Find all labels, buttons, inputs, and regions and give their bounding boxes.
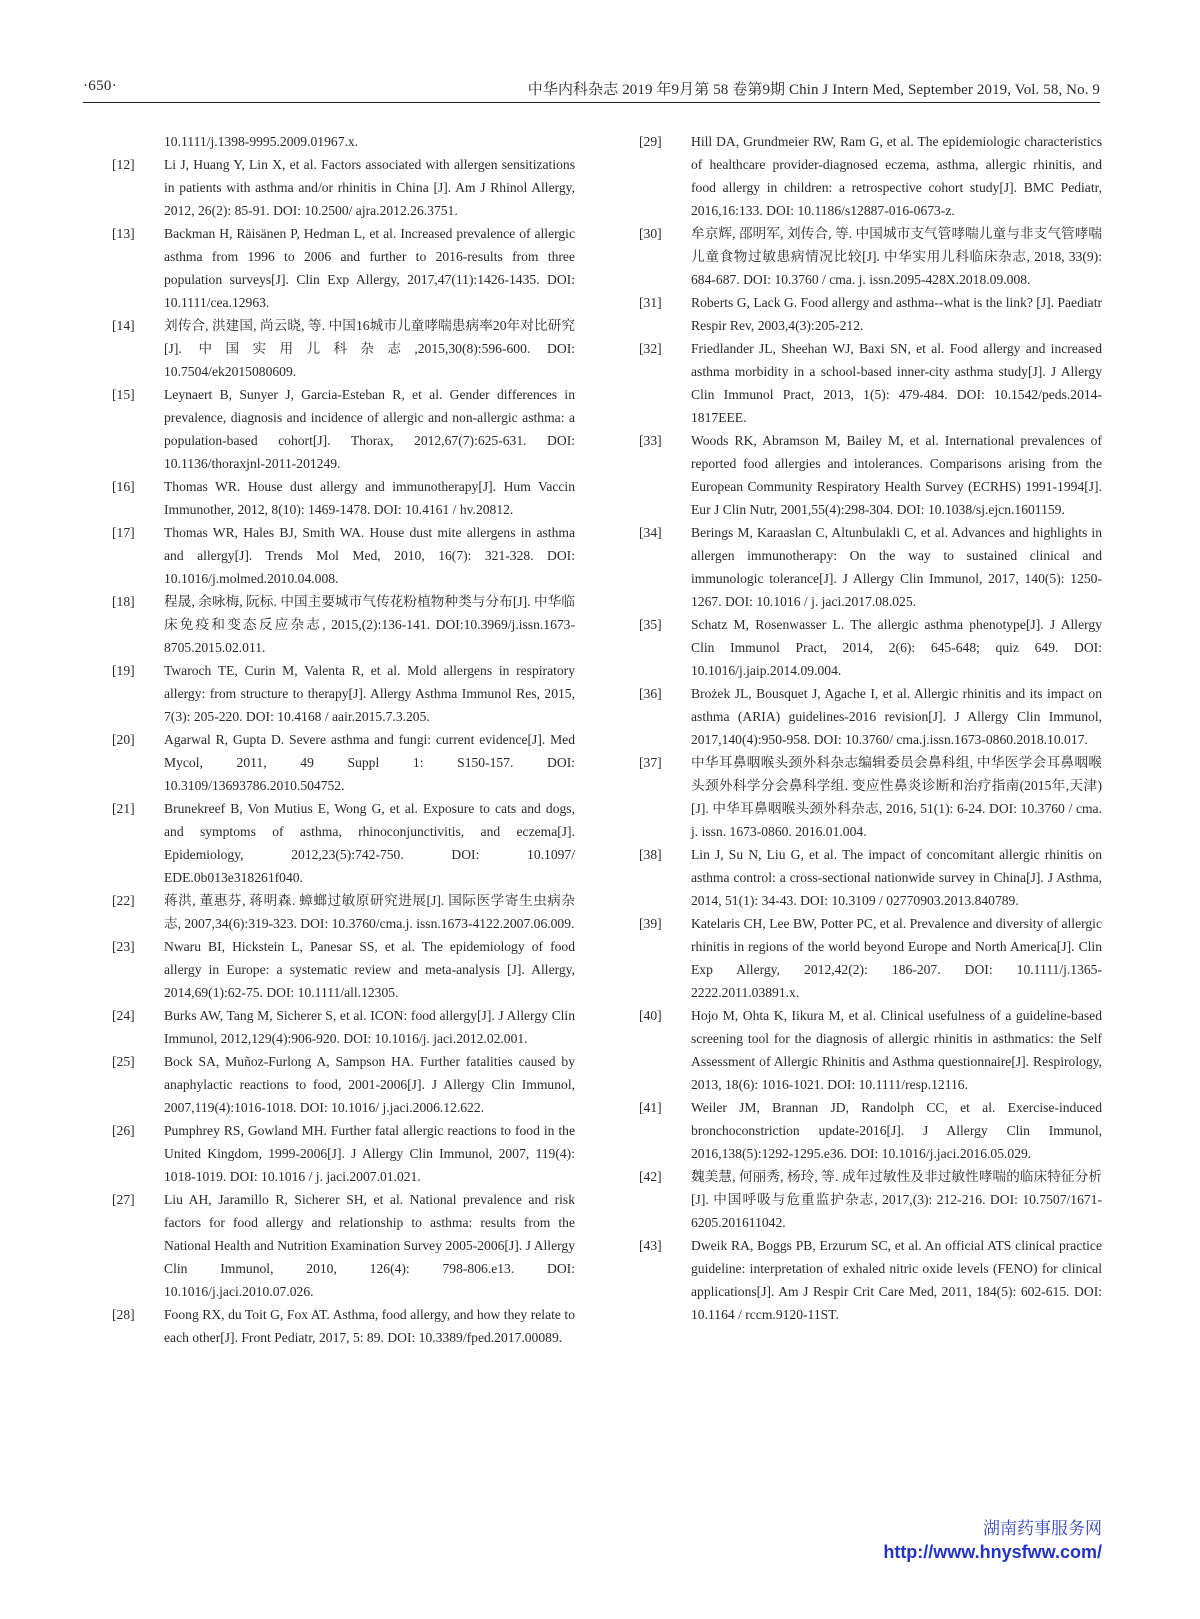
- reference-text: Dweik RA, Boggs PB, Erzurum SC, et al. An official ATS clinical practice guideline: interpretation of exhaled nitric oxide levels (FENO) for clinical applications[J]. Am J Respir Crit Care Med, 2011, 184(5): 602-615. DOI: 10.1164 / rccm.9120-11ST.: [691, 1238, 1102, 1322]
- reference-number: [18]: [112, 594, 135, 609]
- reference-item: [639, 912, 1102, 1004]
- reference-text: Pumphrey RS, Gowland MH. Further fatal allergic reactions to food in the United Kingdom, 1999-2006[J]. J Allergy Clin Immunol, 2007, 119(4): 1018-1019. DOI: 10.1016 / j. jaci.2007.01.021.: [164, 1123, 575, 1184]
- reference-item: [112, 314, 575, 383]
- reference-text: Nwaru BI, Hickstein L, Panesar SS, et al. The epidemiology of food allergy in Europe: a systematic review and meta-analysis [J]. Allergy, 2014,69(1):62-75. DOI: 10.1111/all.12305.: [164, 939, 575, 1000]
- reference-number: [25]: [112, 1054, 135, 1069]
- reference-number: [14]: [112, 318, 135, 333]
- reference-text: Bock SA, Muñoz-Furlong A, Sampson HA. Further fatalities caused by anaphylactic reactions to food, 2001-2006[J]. J Allergy Clin Immunol, 2007,119(4):1016-1018. DOI: 10.1016/ j.jaci.2006.12.622.: [164, 1054, 575, 1115]
- page-number: ·650·: [83, 78, 117, 94]
- reference-number: [39]: [639, 916, 662, 931]
- reference-number: [27]: [112, 1192, 135, 1207]
- reference-number: [40]: [639, 1008, 662, 1023]
- reference-text: Agarwal R, Gupta D. Severe asthma and fungi: current evidence[J]. Med Mycol, 2011, 49 Suppl 1: S150-157. DOI: 10.3109/13693786.2010.504752.: [164, 732, 575, 793]
- reference-text: 刘传合, 洪建国, 尚云晓, 等. 中国16城市儿童哮喘患病率20年对比研究[J]. 中国实用儿科杂志,2015,30(8):596-600. DOI: 10.7504/ek2015080609.: [164, 318, 575, 379]
- reference-item: [639, 613, 1102, 682]
- watermark-url-link[interactable]: http://www.hnysfww.com/: [883, 1542, 1102, 1562]
- reference-item: [112, 1004, 575, 1050]
- reference-number: [29]: [639, 134, 662, 149]
- reference-text: 程晟, 余咏梅, 阮标. 中国主要城市气传花粉植物种类与分布[J]. 中华临床免疫和变态反应杂志, 2015,(2):136-141. DOI:10.3969/j.issn.1673-8705.2015.02.011.: [164, 594, 575, 655]
- reference-item: [112, 590, 575, 659]
- reference-item: [639, 1165, 1102, 1234]
- header-divider: [83, 102, 1100, 103]
- reference-text: Lin J, Su N, Liu G, et al. The impact of concomitant allergic rhinitis on asthma control: a cross-sectional nationwide survey in China[J]. J Asthma, 2014, 51(1): 34-43. DOI: 10.3109 / 02770903.2013.840789.: [691, 847, 1102, 908]
- reference-item: [112, 222, 575, 314]
- reference-item: [112, 521, 575, 590]
- reference-item: [639, 1234, 1102, 1326]
- reference-number: [43]: [639, 1238, 662, 1253]
- reference-item: [112, 1119, 575, 1188]
- reference-text: Liu AH, Jaramillo R, Sicherer SH, et al. National prevalence and risk factors for food allergy and relationship to asthma: results from the National Health and Nutrition Examination Survey 2005-2006[J]. J Allergy Clin Immunol, 2010, 126(4): 798-806.e13. DOI: 10.1016/j.jaci.2010.07.026.: [164, 1192, 575, 1299]
- reference-text: Burks AW, Tang M, Sicherer S, et al. ICON: food allergy[J]. J Allergy Clin Immunol, 2012,129(4):906-920. DOI: 10.1016/j. jaci.2012.02.001.: [164, 1008, 575, 1046]
- reference-number: [24]: [112, 1008, 135, 1023]
- reference-item: [112, 153, 575, 222]
- reference-text: Li J, Huang Y, Lin X, et al. Factors associated with allergen sensitizations in patients with asthma and/or rhinitis in China [J]. Am J Rhinol Allergy, 2012, 26(2): 85-91. DOI: 10.2500/ ajra.2012.26.3751.: [164, 157, 575, 218]
- reference-number: [35]: [639, 617, 662, 632]
- reference-text: 魏美慧, 何丽秀, 杨玲, 等. 成年过敏性及非过敏性哮喘的临床特征分析[J]. 中国呼吸与危重监护杂志, 2017,(3): 212-216. DOI: 10.7507/1671-6205.201611042.: [691, 1169, 1102, 1230]
- reference-list-right: [639, 130, 1102, 1326]
- reference-item: [639, 1096, 1102, 1165]
- reference-number: [23]: [112, 939, 135, 954]
- reference-number: [19]: [112, 663, 135, 678]
- reference-item: [639, 130, 1102, 222]
- reference-text: Thomas WR. House dust allergy and immunotherapy[J]. Hum Vaccin Immunother, 2012, 8(10): 1469-1478. DOI: 10.4161 / hv.20812.: [164, 479, 575, 517]
- reference-item: [639, 429, 1102, 521]
- reference-item: [112, 797, 575, 889]
- reference-text: Katelaris CH, Lee BW, Potter PC, et al. Prevalence and diversity of allergic rhinitis in regions of the world beyond Europe and North America[J]. Clin Exp Allergy, 2012,42(2): 186-207. DOI: 10.1111/j.1365-2222.2011.03891.x.: [691, 916, 1102, 1000]
- reference-item: [639, 751, 1102, 843]
- reference-text: 10.1111/j.1398-9995.2009.01967.x.: [164, 134, 359, 149]
- reference-text: Hojo M, Ohta K, Iikura M, et al. Clinical usefulness of a guideline-based screening tool for the diagnosis of allergic rhinitis in asthmatics: the Self Assessment of Allergic Rhinitis and Asthma questionnaire[J]. Respirology, 2013, 18(6): 1016-1021. DOI: 10.1111/resp.12116.: [691, 1008, 1102, 1092]
- reference-text: Backman H, Räisänen P, Hedman L, et al. Increased prevalence of allergic asthma from 1996 to 2006 and further to 2016-results from three population surveys[J]. Clin Exp Allergy, 2017,47(11):1426-1435. DOI: 10.1111/cea.12963.: [164, 226, 575, 310]
- reference-number: [12]: [112, 157, 135, 172]
- reference-text: Weiler JM, Brannan JD, Randolph CC, et al. Exercise-induced bronchoconstriction update-2016[J]. J Allergy Clin Immunol, 2016,138(5):1292-1295.e36. DOI: 10.1016/j.jaci.2016.05.029.: [691, 1100, 1102, 1161]
- reference-item: [112, 728, 575, 797]
- reference-list-left: [112, 130, 575, 1349]
- reference-text: Leynaert B, Sunyer J, Garcia-Esteban R, et al. Gender differences in prevalence, diagnosis and incidence of allergic and non-allergic asthma: a population-based cohort[J]. Thorax, 2012,67(7):625-631. DOI: 10.1136/thoraxjnl-2011-201249.: [164, 387, 575, 471]
- reference-item: [639, 222, 1102, 291]
- reference-number: [32]: [639, 341, 662, 356]
- reference-number: [30]: [639, 226, 662, 241]
- reference-number: [17]: [112, 525, 135, 540]
- reference-item: [112, 1303, 575, 1349]
- reference-text: Twaroch TE, Curin M, Valenta R, et al. Mold allergens in respiratory allergy: from structure to therapy[J]. Allergy Asthma Immunol Res, 2015, 7(3): 205-220. DOI: 10.4168 / aair.2015.7.3.205.: [164, 663, 575, 724]
- reference-item: [639, 521, 1102, 613]
- reference-number: [22]: [112, 893, 135, 908]
- reference-text: Woods RK, Abramson M, Bailey M, et al. International prevalences of reported food allergies and intolerances. Comparisons arising from the European Community Respiratory Health Survey (ECRHS) 1991-1994[J]. Eur J Clin Nutr, 2001,55(4):298-304. DOI: 10.1038/sj.ejcn.1601159.: [691, 433, 1102, 517]
- reference-text: Friedlander JL, Sheehan WJ, Baxi SN, et al. Food allergy and increased asthma morbidity in a school-based inner-city asthma study[J]. J Allergy Clin Immunol Pract, 2013, 1(5): 479-484. DOI: 10.1542/peds.2014-1817EEE.: [691, 341, 1102, 425]
- page-header: [0, 74, 1200, 100]
- reference-text: Foong RX, du Toit G, Fox AT. Asthma, food allergy, and how they relate to each other[J]. Front Pediatr, 2017, 5: 89. DOI: 10.3389/fped.2017.00089.: [164, 1307, 575, 1345]
- reference-item: [639, 291, 1102, 337]
- reference-number: [15]: [112, 387, 135, 402]
- reference-number: [20]: [112, 732, 135, 747]
- reference-text: Hill DA, Grundmeier RW, Ram G, et al. The epidemiologic characteristics of healthcare provider-diagnosed eczema, asthma, allergic rhinitis, and food allergy in children: a retrospective cohort study[J]. BMC Pediatr, 2016,16:133. DOI: 10.1186/s12887-016-0673-z.: [691, 134, 1102, 218]
- reference-number: [34]: [639, 525, 662, 540]
- reference-number: [42]: [639, 1169, 662, 1184]
- reference-item: [112, 383, 575, 475]
- reference-item: [639, 682, 1102, 751]
- reference-number: [37]: [639, 755, 662, 770]
- reference-number: [36]: [639, 686, 662, 701]
- watermark-site-name: 湖南药事服务网: [983, 1519, 1102, 1539]
- reference-item: [112, 1188, 575, 1303]
- reference-item: [112, 659, 575, 728]
- reference-number: [38]: [639, 847, 662, 862]
- reference-item: [639, 337, 1102, 429]
- reference-text: Roberts G, Lack G. Food allergy and asthma--what is the link? [J]. Paediatr Respir Rev, 2003,4(3):205-212.: [691, 295, 1102, 333]
- reference-item: [112, 935, 575, 1004]
- reference-text: 中华耳鼻咽喉头颈外科杂志编辑委员会鼻科组, 中华医学会耳鼻咽喉头颈外科学分会鼻科学组. 变应性鼻炎诊断和治疗指南(2015年,天津)[J]. 中华耳鼻咽喉头颈外科杂志, 2016, 51(1): 6-24. DOI: 10.3760 / cma. j. issn. 1673-0860. 2016.01.004.: [691, 755, 1102, 839]
- reference-item: [112, 1050, 575, 1119]
- reference-number: [28]: [112, 1307, 135, 1322]
- reference-text: Brożek JL, Bousquet J, Agache I, et al. Allergic rhinitis and its impact on asthma (ARIA) guidelines-2016 revision[J]. J Allergy Clin Immunol, 2017,140(4):950-958. DOI: 10.3760/ cma.j.issn.1673-0860.2018.10.017.: [691, 686, 1102, 747]
- reference-item: [112, 475, 575, 521]
- reference-number: [31]: [639, 295, 662, 310]
- reference-text: 蒋洪, 董惠芬, 蒋明森. 蟑螂过敏原研究进展[J]. 国际医学寄生虫病杂志, 2007,34(6):319-323. DOI: 10.3760/cma.j. issn.1673-4122.2007.06.009.: [164, 893, 575, 931]
- reference-item: [112, 889, 575, 935]
- reference-text: 牟京辉, 邵明军, 刘传合, 等. 中国城市支气管哮喘儿童与非支气管哮喘儿童食物过敏患病情况比较[J]. 中华实用儿科临床杂志, 2018, 33(9): 684-687. DOI: 10.3760 / cma. j. issn.2095-428X.2018.09.008.: [691, 226, 1102, 287]
- journal-citation: 中华内科杂志 2019 年9月第 58 卷第9期 Chin J Intern Med, September 2019, Vol. 58, No. 9: [527, 82, 1100, 98]
- reference-number: [21]: [112, 801, 135, 816]
- reference-item: [112, 130, 575, 153]
- site-watermark: [883, 1518, 1102, 1564]
- reference-text: Thomas WR, Hales BJ, Smith WA. House dust mite allergens in asthma and allergy[J]. Trends Mol Med, 2010, 16(7): 321-328. DOI: 10.1016/j.molmed.2010.04.008.: [164, 525, 575, 586]
- reference-item: [639, 1004, 1102, 1096]
- reference-number: [41]: [639, 1100, 662, 1115]
- reference-item: [639, 843, 1102, 912]
- reference-number: [26]: [112, 1123, 135, 1138]
- reference-number: [13]: [112, 226, 135, 241]
- reference-text: Berings M, Karaaslan C, Altunbulakli C, et al. Advances and highlights in allergen immunotherapy: On the way to sustained clinical and immunologic tolerance[J]. J Allergy Clin Immunol, 2017, 140(5): 1250-1267. DOI: 10.1016 / j. jaci.2017.08.025.: [691, 525, 1102, 609]
- reference-number: [16]: [112, 479, 135, 494]
- reference-text: Schatz M, Rosenwasser L. The allergic asthma phenotype[J]. J Allergy Clin Immunol Pract, 2014, 2(6): 645-648; quiz 649. DOI: 10.1016/j.jaip.2014.09.004.: [691, 617, 1102, 678]
- reference-text: Brunekreef B, Von Mutius E, Wong G, et al. Exposure to cats and dogs, and symptoms of asthma, rhinoconjunctivitis, and eczema[J]. Epidemiology, 2012,23(5):742-750. DOI: 10.1097/ EDE.0b013e318261f040.: [164, 801, 575, 885]
- reference-number: [33]: [639, 433, 662, 448]
